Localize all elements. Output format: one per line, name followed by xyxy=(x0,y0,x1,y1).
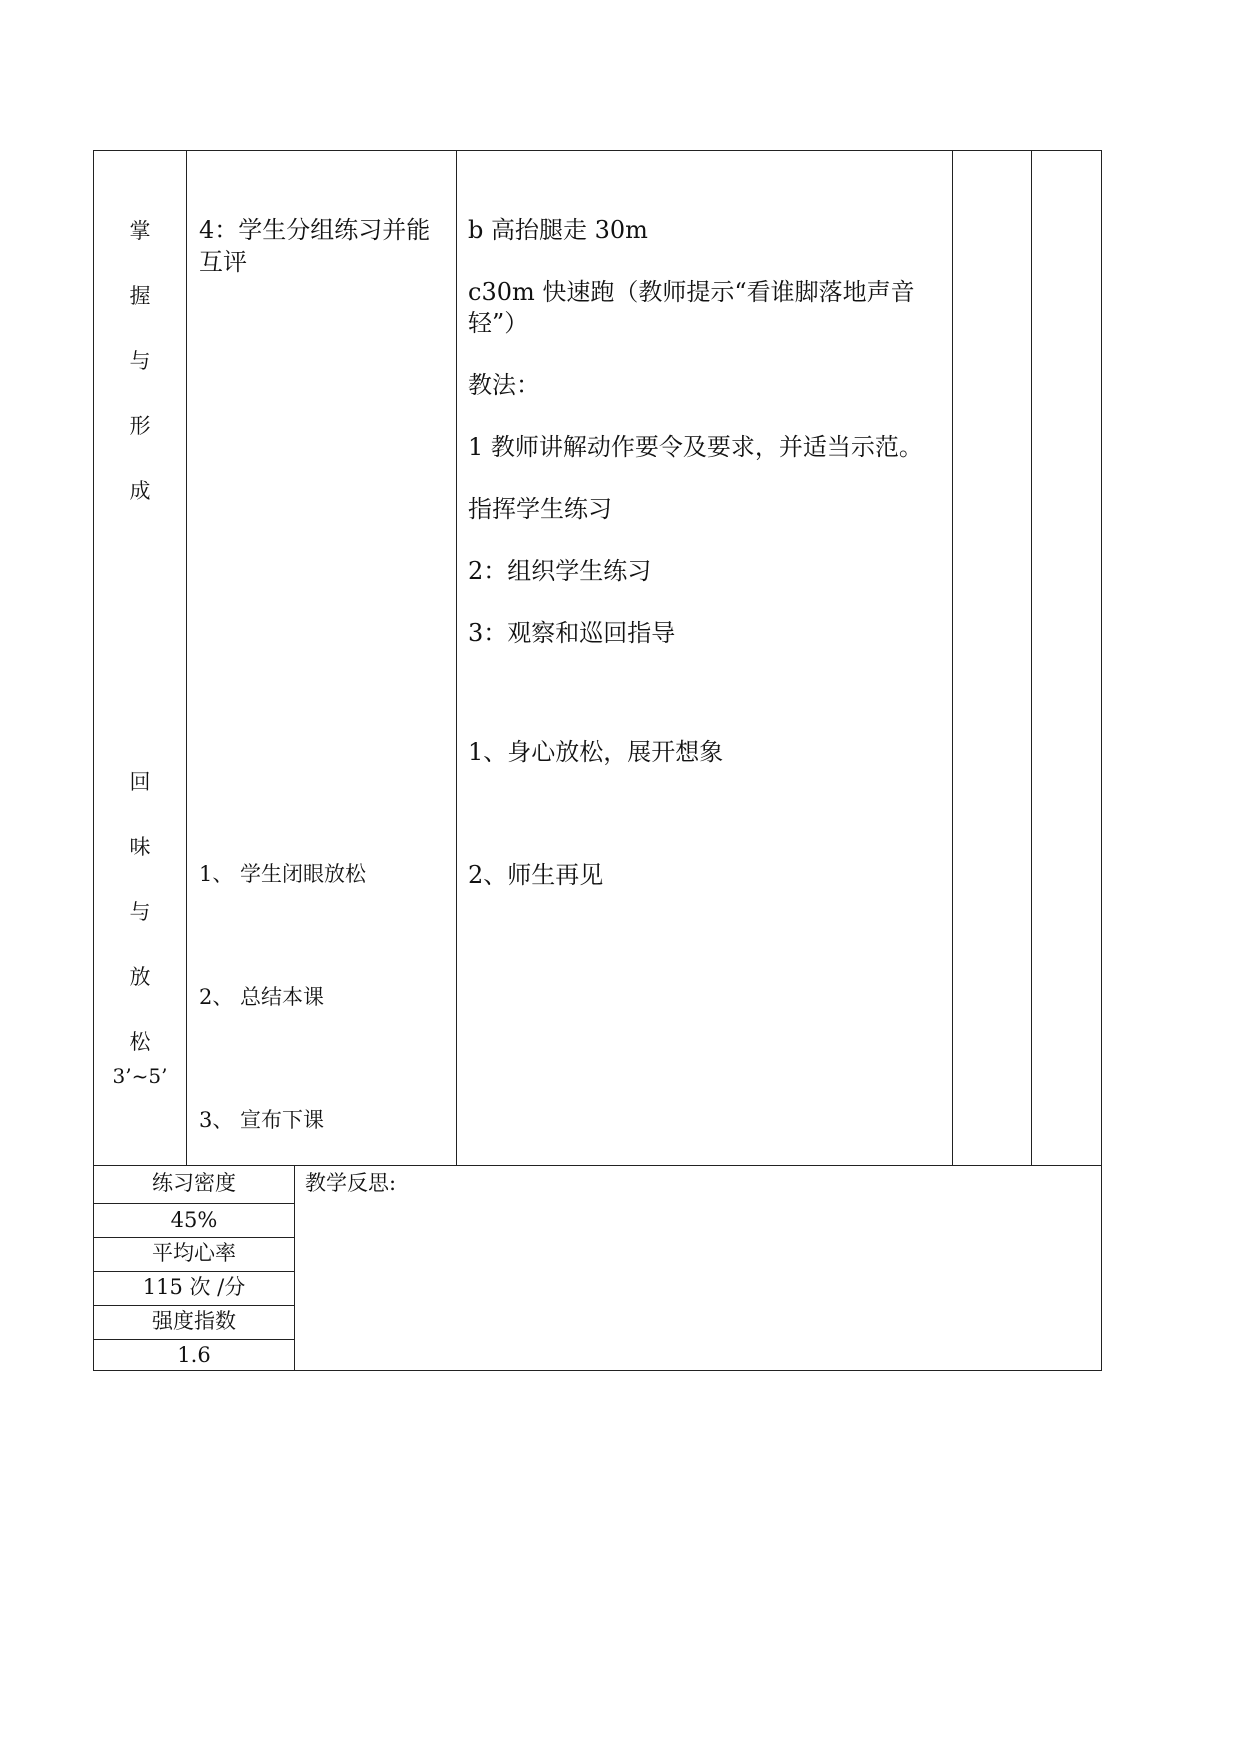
heart-rate-label: 平均心率 xyxy=(152,1241,236,1265)
stage-char: 掌 xyxy=(129,219,151,243)
stage-char: 成 xyxy=(129,479,151,503)
heart-rate-value: 115 次 /分 xyxy=(142,1275,246,1299)
density-label: 练习密度 xyxy=(152,1171,236,1195)
activity-item: 3、 宣布下课 xyxy=(199,1108,325,1132)
intensity-label: 强度指数 xyxy=(152,1309,236,1333)
stats-table xyxy=(93,1165,1102,1371)
method-c-cont: 轻”） xyxy=(468,309,529,337)
stats-row-line xyxy=(93,1237,294,1238)
intensity-value: 1.6 xyxy=(177,1343,211,1367)
col-divider-2 xyxy=(456,150,457,1166)
stats-row-line xyxy=(93,1203,294,1204)
method-c: c30m 快速跑（教师提示“看谁脚落地声音 xyxy=(468,278,915,306)
stats-divider xyxy=(294,1165,295,1371)
relax-1: 1、身心放松，展开想象 xyxy=(468,738,724,766)
stage-char: 与 xyxy=(129,900,151,924)
stage-char: 握 xyxy=(129,284,151,308)
method-3: 3：观察和巡回指导 xyxy=(468,619,676,647)
activity-group-practice-cont: 互评 xyxy=(199,248,247,276)
col-divider-4 xyxy=(1031,150,1032,1166)
method-1-cont: 指挥学生练习 xyxy=(468,495,612,523)
method-2: 2：组织学生练习 xyxy=(468,557,652,585)
stage-char: 松 xyxy=(129,1030,151,1054)
reflection-label: 教学反思: xyxy=(305,1171,397,1195)
method-jiaofa: 教法： xyxy=(468,371,540,399)
stage-char: 放 xyxy=(129,965,151,989)
activity-group-practice: 4：学生分组练习并能 xyxy=(199,216,431,244)
activity-item: 1、 学生闭眼放松 xyxy=(199,862,367,886)
stage-char: 与 xyxy=(129,349,151,373)
stage-time: 3’~5’ xyxy=(112,1064,168,1088)
method-b: b 高抬腿走 30m xyxy=(468,216,648,244)
method-1: 1 教师讲解动作要令及要求，并适当示范。 xyxy=(468,433,923,461)
stage-char: 回 xyxy=(129,770,151,794)
stage-char: 形 xyxy=(129,414,151,438)
col-divider-3 xyxy=(952,150,953,1166)
stage-char: 味 xyxy=(129,835,151,859)
activity-item: 2、 总结本课 xyxy=(199,985,325,1009)
col-divider-1 xyxy=(186,150,187,1166)
density-value: 45% xyxy=(170,1208,218,1232)
relax-2: 2、师生再见 xyxy=(468,861,604,889)
stats-row-line xyxy=(93,1271,294,1272)
stats-row-line xyxy=(93,1339,294,1340)
stats-row-line xyxy=(93,1305,294,1306)
